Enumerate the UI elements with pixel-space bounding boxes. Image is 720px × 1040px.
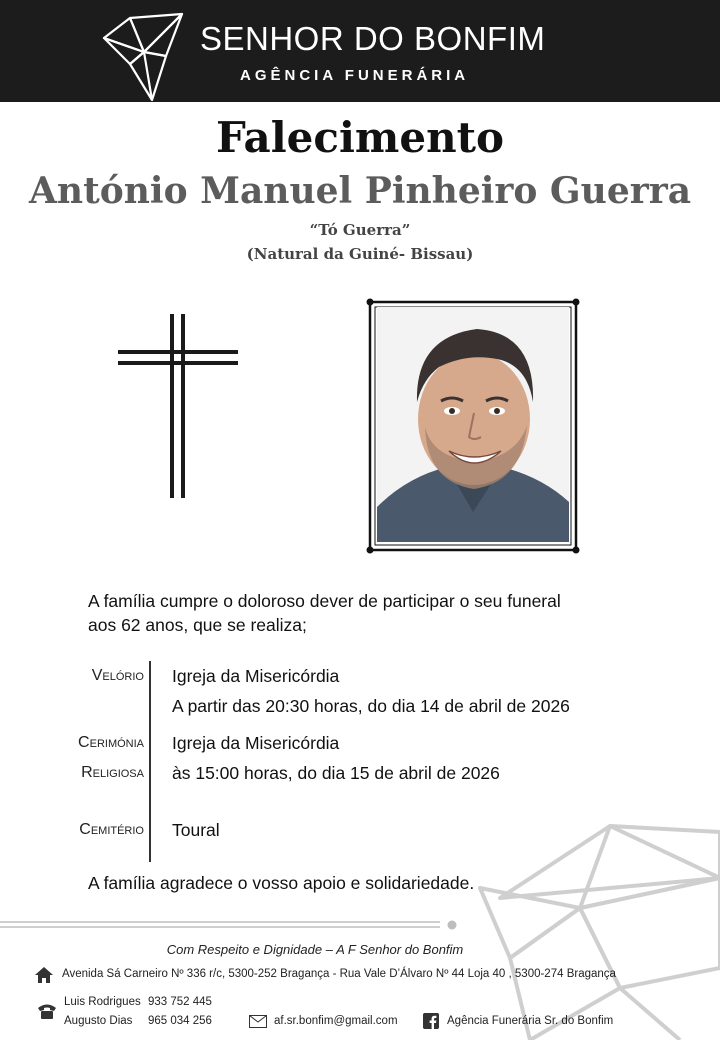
facebook-icon [423,1013,439,1029]
cerimonia-label-1: Cerimónia [78,734,144,751]
contact-1-name: Luis Rodrigues [64,996,141,1008]
contact-2 [64,1015,212,1027]
intro-text [88,589,648,637]
contact-2-phone: 965 034 256 [148,1015,212,1027]
email-link[interactable]: af.sr.bonfim@gmail.com [274,1015,398,1027]
brand-name: SENHOR DO BONFIM [200,20,546,57]
intro-line-1: A família cumpre o doloroso dever de participar o seu funeral [88,591,561,611]
velorio-time: A partir das 20:30 horas, do dia 14 de abril de 2026 [172,696,570,716]
cerimonia-time: às 15:00 horas, do dia 15 de abril de 2026 [172,763,500,783]
deceased-name: António Manuel Pinheiro Guerra [28,170,692,212]
footer-divider-lines [0,918,470,932]
velorio-label: Velório [91,667,144,684]
header-bar [0,0,720,102]
mail-icon [249,1015,267,1028]
deceased-nickname: “Tó Guerra” [309,221,411,239]
footer-address: Avenida Sá Carneiro Nº 336 r/c, 5300-252 Bragança - Rua Vale D’Álvaro Nº 44 Loja 40 , 5300-274 Bragança [62,968,616,980]
phone-icon [36,1002,58,1020]
cemiterio-place: Toural [172,820,220,840]
schedule-divider [149,661,151,862]
home-icon [34,966,54,984]
contact-2-name: Augusto Dias [64,1015,133,1027]
notice-title: Falecimento [215,113,505,162]
origami-dove-icon [100,12,186,102]
cerimonia-label-2: Religiosa [81,764,144,781]
facebook-link[interactable]: Agência Funerária Sr. do Bonfim [447,1015,614,1027]
intro-line-2: aos 62 anos, que se realiza; [88,615,307,635]
cemiterio-label: Cemitério [79,821,144,838]
cerimonia-place: Igreja da Misericórdia [172,733,340,753]
velorio-place: Igreja da Misericórdia [172,666,340,686]
origami-watermark-icon [470,818,720,1040]
brand-subtitle: AGÊNCIA FUNERÁRIA [240,67,470,84]
contact-1 [64,996,212,1008]
footer-tagline: Com Respeito e Dignidade – A F Senhor do Bonfim [166,942,464,957]
deceased-origin: (Natural da Guiné- Bissau) [246,245,474,263]
thanks-text: A família agradece o vosso apoio e solidariedade. [88,873,475,893]
cross-icon [118,314,238,500]
deceased-photo [377,307,569,542]
contact-1-phone: 933 752 445 [148,996,212,1008]
